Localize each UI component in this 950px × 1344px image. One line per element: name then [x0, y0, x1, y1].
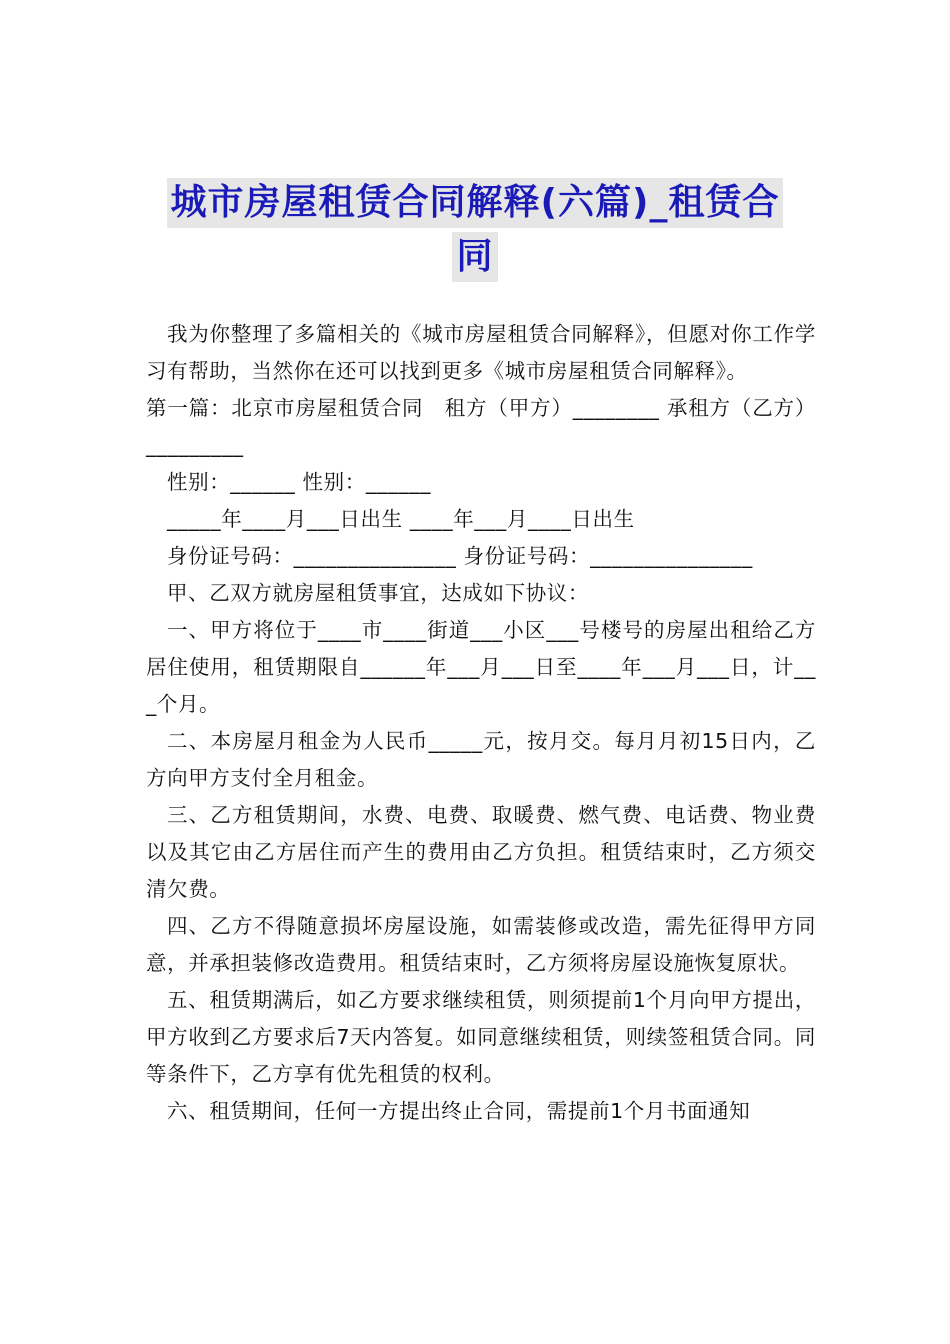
- agreement-line: 甲、乙双方就房屋租赁事宜，达成如下协议：: [167, 581, 589, 605]
- document-body: [146, 316, 816, 1130]
- clause-4: 四、乙方不得随意损坏房屋设施，如需装修或改造，需先征得甲方同意，并承担装修改造费用。租赁结束时，乙方须将房屋设施恢复原状。: [146, 914, 816, 975]
- part1-heading: 第一篇：北京市房屋租赁合同 租方（甲方）________ 承租方（乙方）_________: [146, 396, 816, 457]
- gender-line: 性别：______ 性别：______: [167, 470, 431, 494]
- clause-1: 一、甲方将位于____市____街道___小区___号楼号的房屋出租给乙方居住使用，租赁期限自______年___月___日至____年___月___日，计___个月。: [146, 618, 816, 716]
- title-line-1: 城市房屋租赁合同解释(六篇)_租赁合: [167, 178, 784, 228]
- intro-paragraph: 我为你整理了多篇相关的《城市房屋租赁合同解释》，但愿对你工作学习有帮助，当然你在还可以找到更多《城市房屋租赁合同解释》。: [146, 322, 816, 383]
- birth-date-line: _____年____月___日出生 ____年___月____日出生: [167, 507, 635, 531]
- document-title: [150, 178, 800, 282]
- clause-5: 五、租赁期满后，如乙方要求继续租赁，则须提前1个月向甲方提出，甲方收到乙方要求后7天内答复。如同意继续租赁，则续签租赁合同。同等条件下，乙方享有优先租赁的权利。: [146, 988, 816, 1086]
- clause-2: 二、本房屋月租金为人民币_____元，按月交。每月月初15日内，乙方向甲方支付全月租金。: [146, 729, 816, 790]
- clause-3: 三、乙方租赁期间，水费、电费、取暖费、燃气费、电话费、物业费以及其它由乙方居住而产生的费用由乙方负担。租赁结束时，乙方须交清欠费。: [146, 803, 816, 901]
- clause-6: 六、租赁期间，任何一方提出终止合同，需提前1个月书面通知: [167, 1099, 751, 1123]
- id-number-line: 身份证号码：_______________ 身份证号码：_______________: [167, 544, 753, 568]
- title-line-2: 同: [452, 232, 497, 282]
